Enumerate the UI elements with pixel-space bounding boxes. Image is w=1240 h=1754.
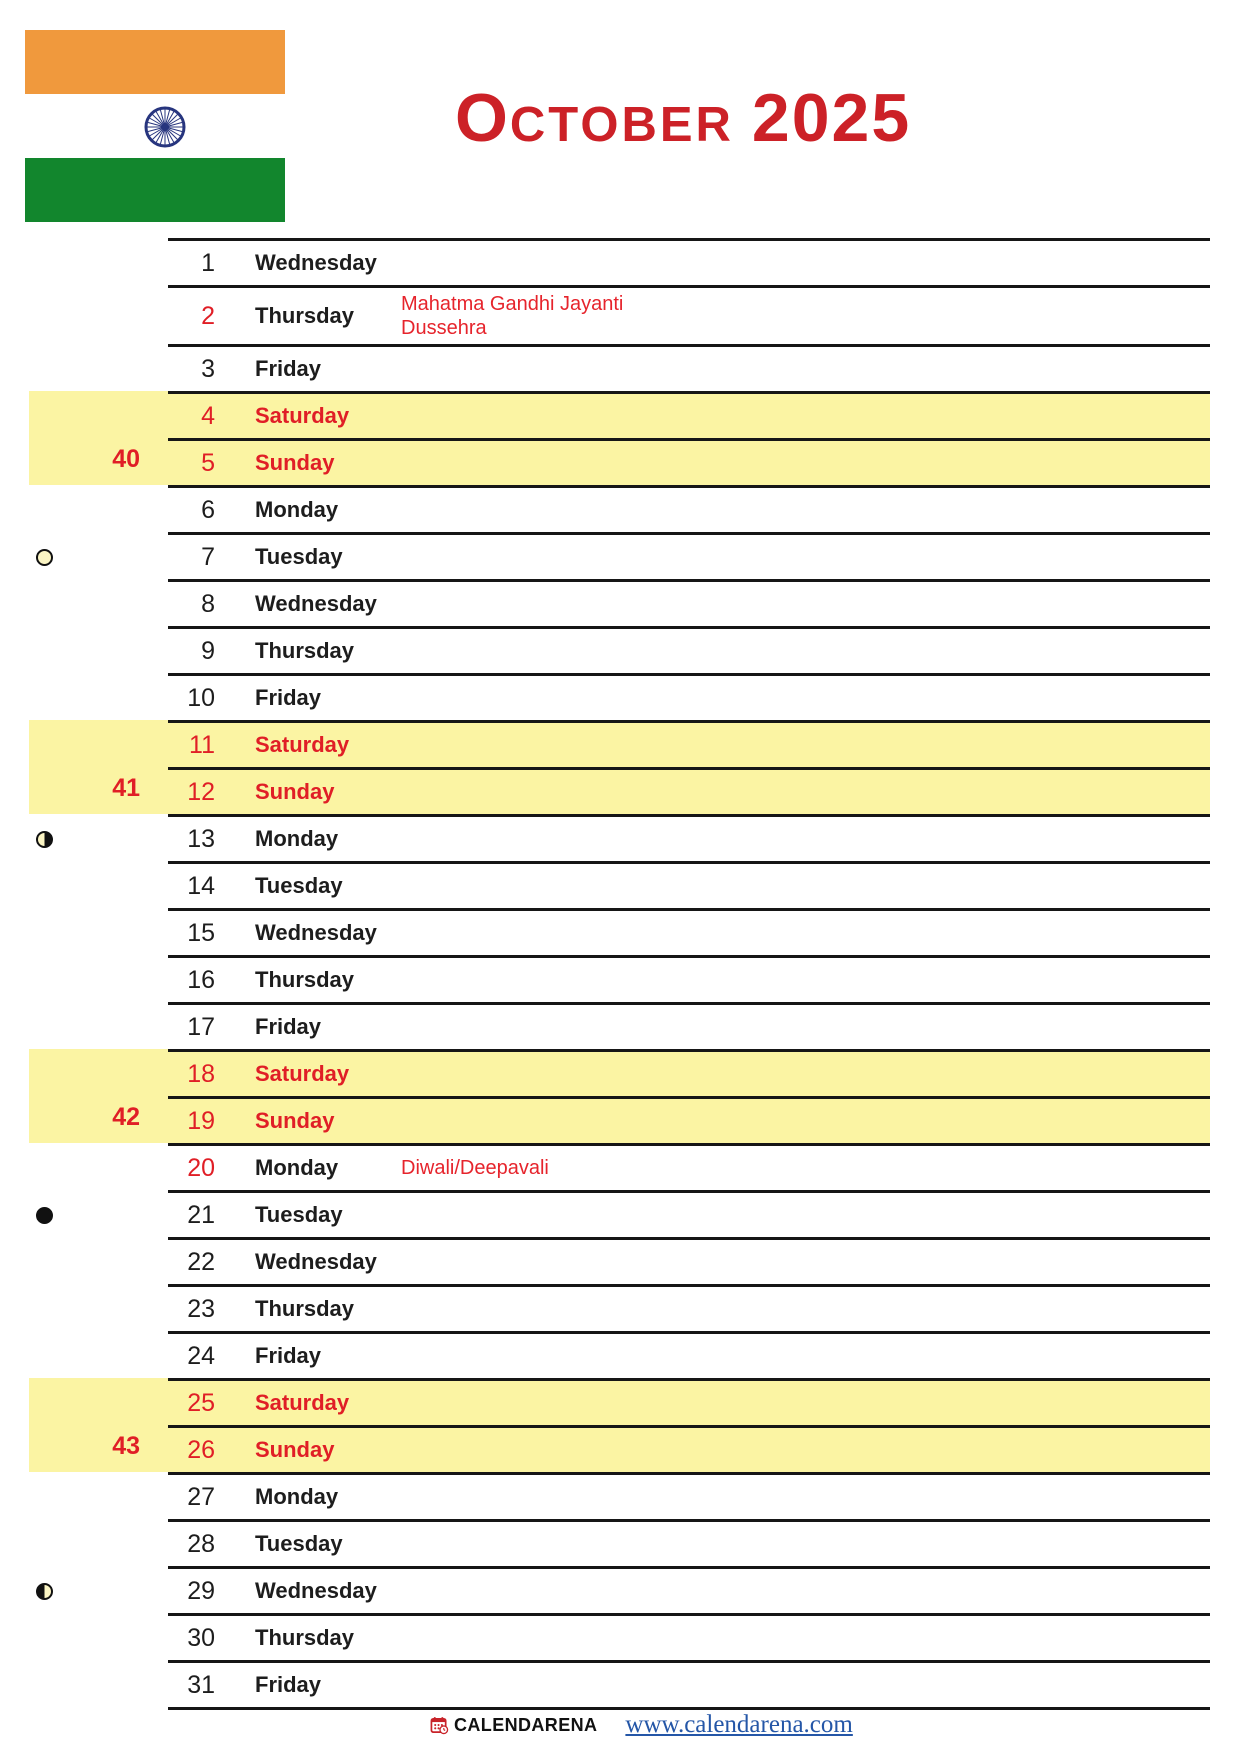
weekday-name: Tuesday xyxy=(255,1202,343,1227)
weekday-name: Wednesday xyxy=(255,920,377,945)
website-link[interactable]: www.calendarena.com xyxy=(625,1711,853,1738)
day-number: 23 xyxy=(187,1294,215,1323)
weekday-name: Friday xyxy=(255,1014,322,1039)
day-row-2 xyxy=(168,285,1210,344)
day-row-4 xyxy=(168,391,1210,438)
flag-green-band xyxy=(25,158,285,222)
day-row-26 xyxy=(168,1425,1210,1472)
holiday-label: Diwali/Deepavali xyxy=(401,1157,549,1179)
day-number: 1 xyxy=(201,248,215,277)
day-number: 4 xyxy=(201,401,215,430)
day-row-25 xyxy=(168,1378,1210,1425)
day-row-1 xyxy=(168,238,1210,285)
weekday-name: Wednesday xyxy=(255,250,377,275)
day-number: 20 xyxy=(187,1153,215,1182)
day-number: 8 xyxy=(201,589,215,618)
weekday-name: Friday xyxy=(255,1672,322,1697)
day-number: 9 xyxy=(201,636,215,665)
page-title xyxy=(455,80,912,156)
day-number: 21 xyxy=(187,1200,215,1229)
day-number: 6 xyxy=(201,495,215,524)
week-number: 41 xyxy=(112,774,140,802)
weekday-name: Monday xyxy=(255,1484,339,1509)
day-number: 22 xyxy=(187,1247,215,1276)
day-number: 7 xyxy=(201,542,215,571)
day-number: 16 xyxy=(187,965,215,994)
day-number: 25 xyxy=(187,1388,215,1417)
day-number: 31 xyxy=(187,1670,215,1699)
week-number: 43 xyxy=(112,1432,140,1460)
weekday-name: Monday xyxy=(255,826,339,851)
day-row-5 xyxy=(168,438,1210,485)
day-row-10 xyxy=(168,673,1210,720)
day-row-9 xyxy=(168,626,1210,673)
day-row-6 xyxy=(168,485,1210,532)
weekday-name: Friday xyxy=(255,1343,322,1368)
first-quarter-icon xyxy=(36,1583,53,1600)
holiday-label: Dussehra xyxy=(401,317,487,339)
calendar-logo-icon xyxy=(430,1716,449,1735)
weekday-name: Thursday xyxy=(255,638,355,663)
day-number: 2 xyxy=(201,301,215,330)
day-number: 26 xyxy=(187,1435,215,1464)
day-row-21 xyxy=(168,1190,1210,1237)
full-moon-icon xyxy=(36,549,53,566)
day-number: 17 xyxy=(187,1012,215,1041)
weekday-name: Sunday xyxy=(255,1437,335,1462)
weekday-name: Sunday xyxy=(255,779,335,804)
day-row-16 xyxy=(168,955,1210,1002)
day-row-14 xyxy=(168,861,1210,908)
day-row-22 xyxy=(168,1237,1210,1284)
day-number: 30 xyxy=(187,1623,215,1652)
weekday-name: Thursday xyxy=(255,1625,355,1650)
new-moon-icon xyxy=(36,1207,53,1224)
title-month-rest: CTOBER xyxy=(509,98,734,152)
day-row-12 xyxy=(168,767,1210,814)
day-row-24 xyxy=(168,1331,1210,1378)
day-row-3 xyxy=(168,344,1210,391)
weekday-name: Sunday xyxy=(255,1108,335,1133)
day-number: 27 xyxy=(187,1482,215,1511)
week-number-block-40 xyxy=(29,391,168,485)
day-row-29 xyxy=(168,1566,1210,1613)
weekday-name: Saturday xyxy=(255,732,350,757)
day-row-17 xyxy=(168,1002,1210,1049)
day-number: 10 xyxy=(187,683,215,712)
weekday-name: Friday xyxy=(255,685,322,710)
holiday-labels xyxy=(401,1156,1210,1180)
day-number: 13 xyxy=(187,824,215,853)
weekday-name: Tuesday xyxy=(255,544,343,569)
day-row-30 xyxy=(168,1613,1210,1660)
week-number-block-41 xyxy=(29,720,168,814)
ashoka-chakra-icon xyxy=(143,105,187,149)
day-row-11 xyxy=(168,720,1210,767)
weekday-name: Saturday xyxy=(255,1390,350,1415)
day-number: 3 xyxy=(201,354,215,383)
india-flag xyxy=(25,30,285,222)
day-row-19 xyxy=(168,1096,1210,1143)
day-number: 19 xyxy=(187,1106,215,1135)
title-year: 2025 xyxy=(751,80,912,156)
day-row-28 xyxy=(168,1519,1210,1566)
day-number: 5 xyxy=(201,448,215,477)
day-number: 15 xyxy=(187,918,215,947)
day-row-20 xyxy=(168,1143,1210,1190)
weekday-name: Saturday xyxy=(255,1061,350,1086)
weekday-name: Wednesday xyxy=(255,1578,377,1603)
day-number: 12 xyxy=(187,777,215,806)
weekday-name: Sunday xyxy=(255,450,335,475)
calendar-table xyxy=(168,238,1210,1710)
day-row-23 xyxy=(168,1284,1210,1331)
weekday-name: Thursday xyxy=(255,1296,355,1321)
flag-saffron-band xyxy=(25,30,285,94)
day-number: 29 xyxy=(187,1576,215,1605)
day-number: 24 xyxy=(187,1341,215,1370)
weekday-name: Saturday xyxy=(255,403,350,428)
week-number: 40 xyxy=(112,445,140,473)
day-number: 18 xyxy=(187,1059,215,1088)
holiday-label: Mahatma Gandhi Jayanti xyxy=(401,293,624,315)
day-row-27 xyxy=(168,1472,1210,1519)
day-row-13 xyxy=(168,814,1210,861)
day-row-15 xyxy=(168,908,1210,955)
weekday-name: Wednesday xyxy=(255,591,377,616)
day-number: 14 xyxy=(187,871,215,900)
day-row-7 xyxy=(168,532,1210,579)
title-month-initial: O xyxy=(455,80,510,156)
weekday-name: Wednesday xyxy=(255,1249,377,1274)
weekday-name: Tuesday xyxy=(255,873,343,898)
day-number: 11 xyxy=(189,730,215,759)
weekday-name: Monday xyxy=(255,1155,339,1180)
day-number: 28 xyxy=(187,1529,215,1558)
day-row-8 xyxy=(168,579,1210,626)
day-row-18 xyxy=(168,1049,1210,1096)
week-number-block-43 xyxy=(29,1378,168,1472)
brand-name: CALENDARENA xyxy=(454,1714,598,1735)
weekday-name: Monday xyxy=(255,497,339,522)
last-quarter-icon xyxy=(36,831,53,848)
holiday-labels xyxy=(401,292,1210,340)
weekday-name: Tuesday xyxy=(255,1531,343,1556)
weekday-name: Friday xyxy=(255,356,322,381)
week-number-block-42 xyxy=(29,1049,168,1143)
day-row-31 xyxy=(168,1660,1210,1707)
footer xyxy=(430,1711,853,1739)
weekday-name: Thursday xyxy=(255,303,355,328)
week-number: 42 xyxy=(112,1103,140,1131)
weekday-name: Thursday xyxy=(255,967,355,992)
